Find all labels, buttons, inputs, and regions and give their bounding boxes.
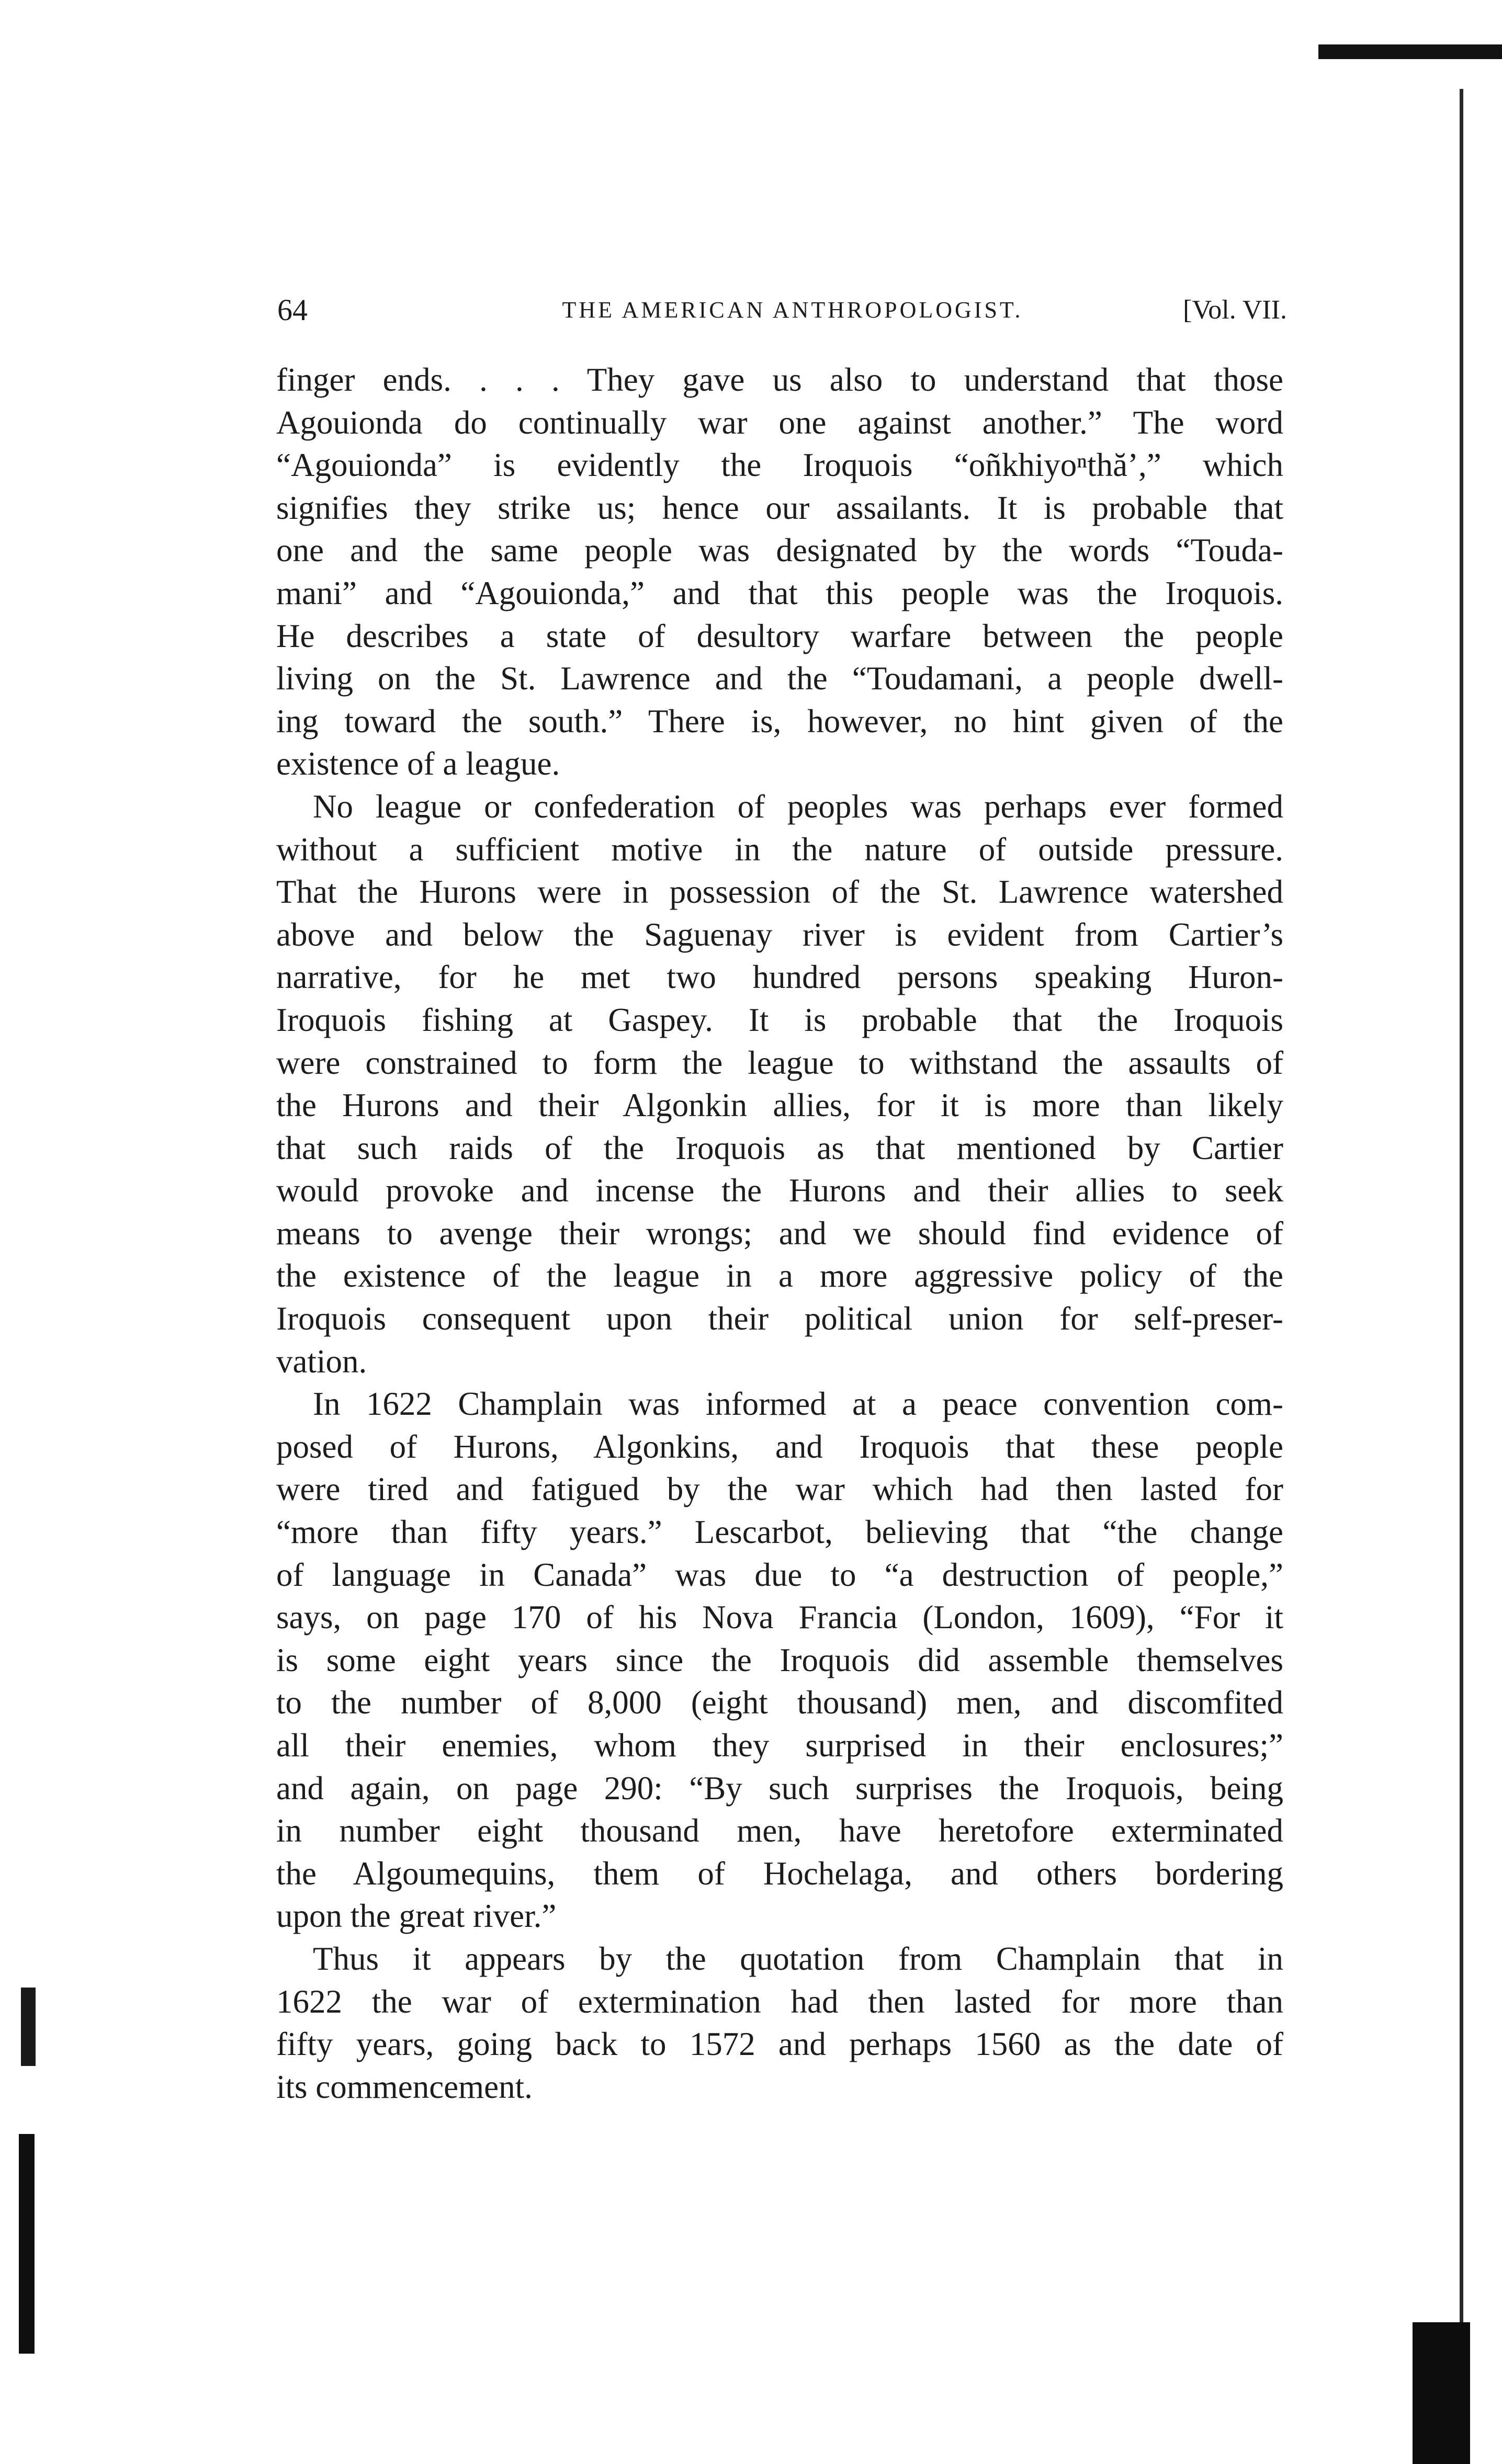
text-line: one and the same people was designated by the words “Touda- [276,532,1283,569]
page-number: 64 [277,293,308,327]
text-line: in number eight thousand men, have heretofore exterminated [276,1812,1283,1849]
text-line: existence of a league. [276,745,560,782]
text-line: and again, on page 290: “By such surprises the Iroquois, being [276,1769,1283,1807]
text-line: living on the St. Lawrence and the “Toudamani, a people dwell- [276,660,1283,697]
running-title: THE AMERICAN ANTHROPOLOGIST. [562,297,1023,323]
text-line: vation. [276,1343,367,1380]
text-line: 1622 the war of extermination had then lasted for more than [276,1983,1283,2020]
body-text [276,359,1283,2108]
text-line: is some eight years since the Iroquois did assemble themselves [276,1641,1283,1678]
scan-edge-right-line [1460,89,1463,2338]
text-line: “Agouionda” is evidently the Iroquois “oñkhiyoⁿthă’,” which [276,447,1283,484]
text-line: No league or confederation of peoples was perhaps ever formed [313,788,1283,825]
text-line: would provoke and incense the Hurons and their allies to seek [276,1172,1283,1209]
text-line: finger ends. . . . They gave us also to understand that those [276,361,1283,398]
text-line: says, on page 170 of his Nova Francia (London, 1609), “For it [276,1599,1283,1636]
text-line: “more than fifty years.” Lescarbot, believing that “the change [276,1514,1283,1551]
text-line: the Hurons and their Algonkin allies, for it is more than likely [276,1087,1283,1124]
text-line: the existence of the league in a more aggressive policy of the [276,1257,1283,1295]
text-line: Iroquois fishing at Gaspey. It is probable that the Iroquois [276,1001,1283,1038]
page-header [277,287,1287,334]
text-line: means to avenge their wrongs; and we should find evidence of [276,1214,1283,1252]
text-line: posed of Hurons, Algonkins, and Iroquois that these people [276,1428,1283,1465]
text-line: That the Hurons were in possession of the St. Lawrence watershed [276,873,1283,911]
text-line: the Algoumequins, them of Hochelaga, and others bordering [276,1855,1283,1892]
scan-edge-left-block [19,2134,35,2354]
text-line: were constrained to form the league to withstand the assaults of [276,1044,1283,1081]
text-line: to the number of 8,000 (eight thousand) men, and discomfited [276,1684,1283,1721]
text-line: above and below the Saguenay river is evident from Cartier’s [276,916,1283,953]
volume-label: [Vol. VII. [1183,295,1287,325]
text-line: were tired and fatigued by the war which had then lasted for [276,1471,1283,1508]
scan-edge-top-bar [1318,44,1502,59]
text-line: He describes a state of desultory warfare between the people [276,617,1283,654]
text-line: without a sufficient motive in the nature of outside pressure. [276,831,1283,868]
text-line: Agouionda do continually war one against another.” The word [276,404,1283,441]
text-line: all their enemies, whom they surprised in their enclosures;” [276,1727,1283,1764]
text-line: Iroquois consequent upon their political union for self-preser- [276,1300,1283,1337]
scan-edge-right-block [1413,2322,1470,2464]
text-line: its commencement. [276,2068,533,2105]
text-line: Thus it appears by the quotation from Champlain that in [313,1940,1283,1977]
text-line: narrative, for he met two hundred persons speaking Huron- [276,959,1283,996]
text-line: signifies they strike us; hence our assailants. It is probable that [276,489,1283,526]
text-line: fifty years, going back to 1572 and perhaps 1560 as the date of [276,2026,1283,2063]
scan-edge-left-mark [21,1988,36,2066]
text-line: mani” and “Agouionda,” and that this people was the Iroquois. [276,574,1283,611]
text-line: upon the great river.” [276,1898,557,1935]
text-line: that such raids of the Iroquois as that mentioned by Cartier [276,1129,1283,1166]
text-line: In 1622 Champlain was informed at a peace convention com- [313,1386,1283,1423]
text-line: ing toward the south.” There is, however, no hint given of the [276,702,1283,740]
text-line: of language in Canada” was due to “a destruction of people,” [276,1556,1283,1593]
